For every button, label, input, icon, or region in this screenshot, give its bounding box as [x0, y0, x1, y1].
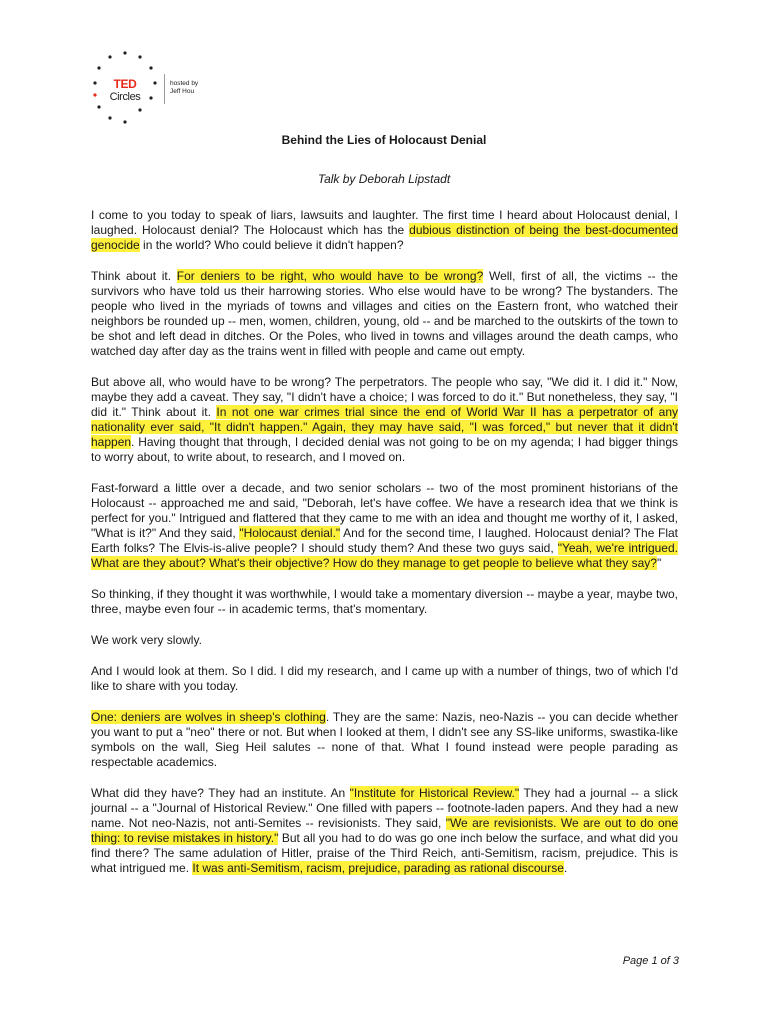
- logo-divider: [164, 74, 165, 104]
- paragraph-text: And I would look at them. So I did. I did my research, and I came up with a number of things, two of which I'd like to share with you today.: [91, 664, 678, 693]
- ted-circles-logo: [90, 50, 240, 130]
- paragraph-text: But above all, who would have to be wrong? The perpetrators. The people who say, "We did it. I did it." Now, maybe they add a caveat. They say, "I didn't have a choice; I was forced to do it." But nonetheless, they say, "I did it." Think about it.: [91, 375, 678, 419]
- highlighted-text: One: deniers are wolves in sheep's clothing: [91, 710, 326, 724]
- highlighted-text: "Yeah, we're intrigued. What are they about? What's their objective? How do they manage to get people to believe what they say?: [91, 541, 678, 570]
- document-subtitle: Talk by Deborah Lipstadt: [317, 172, 451, 186]
- highlighted-text: It was anti-Semitism, racism, prejudice, parading as rational discourse: [192, 861, 564, 875]
- paragraph-text: . They are the same: Nazis, neo-Nazis -- you can decide whether you want to put a "neo" there or not. But when I looked at them, I didn't see any SS-like uniforms, swastika-like symbols on the wall, Sieg Heil salutes -- none of that. What I found instead were people parading as respectable academics.: [91, 710, 678, 769]
- paragraph-text: But all you had to do was go one inch below the surface, and what did you find there? The same adulation of Hitler, praise of the Third Reich, anti-Semitism, racism, prejudice. This is what intrigued me.: [91, 831, 678, 875]
- paragraph-text: .: [563, 861, 568, 875]
- transcript-paragraph: [91, 481, 678, 571]
- transcript-paragraph: [91, 786, 678, 876]
- transcript-paragraph: [91, 710, 678, 770]
- transcript-paragraph: [91, 664, 678, 694]
- paragraph-text: What did they have? They had an institute. An: [91, 786, 350, 800]
- transcript-paragraph: [91, 208, 678, 253]
- paragraph-text: . Having thought that through, I decided denial was not going to be on my agenda; I had bigger things to worry about, to write about, to research, and I moved on.: [91, 435, 678, 464]
- highlighted-text: In not one war crimes trial since the end of World War II has a perpetrator of any nationality ever said, "It didn't happen." Again, they may have said, "I was forced," but never that it didn't happen: [91, 405, 678, 449]
- transcript-paragraph: [91, 633, 678, 648]
- paragraph-text: And for the second time, I laughed. Holocaust denial? The Flat Earth folks? The Elvis-is-alive people? I should study them? And these two guys said,: [91, 526, 679, 555]
- paragraph-text: in the world? Who could believe it didn't happen?: [139, 238, 404, 252]
- paragraph-text: They had a journal -- a slick journal -- a "Journal of Historical Review." One filled with papers -- footnote-laden papers. And they had a new name. Not neo-Nazis, not anti-Semites -- revisionists. They said,: [91, 786, 678, 830]
- highlighted-text: For deniers to be right, who would have to be wrong?: [176, 269, 484, 283]
- document-title: Behind the Lies of Holocaust Denial: [281, 133, 487, 147]
- transcript-paragraph: [91, 375, 678, 465]
- hosted-by-text: hosted by: [170, 80, 199, 87]
- highlighted-text: dubious distinction of being the best-documented genocide: [91, 223, 678, 252]
- highlighted-text: "We are revisionists. We are out to do one thing: to revise mistakes in history.": [91, 816, 678, 845]
- paragraph-text: So thinking, if they thought it was worthwhile, I would take a momentary diversion -- maybe a year, maybe two, three, maybe even four -- in academic terms, that's momentary.: [91, 587, 678, 616]
- transcript-paragraph: [91, 269, 678, 359]
- paragraph-text: Fast-forward a little over a decade, and two senior scholars -- two of the most prominent historians of the Holocaust -- approached me and said, "Deborah, let's have coffee. We have a research idea that we think is perfect for you." Intrigued and flattered that they came to me with an idea and thought me worthy of it, I asked, "What is it?" And they said,: [91, 481, 678, 540]
- paragraph-text: Think about it.: [91, 269, 177, 283]
- hosted-by-label: [170, 80, 198, 96]
- highlighted-text: "Holocaust denial.": [239, 526, 341, 540]
- paragraph-text: We work very slowly.: [91, 633, 202, 647]
- ted-wordmark: TED: [113, 77, 137, 91]
- transcript-body: [91, 208, 678, 892]
- transcript-paragraph: [91, 587, 678, 617]
- page-number: Page 1 of 3: [622, 955, 679, 967]
- circles-wordmark: Circles: [109, 91, 141, 103]
- highlighted-text: "Institute for Historical Review.": [349, 786, 520, 800]
- paragraph-text: Well, first of all, the victims -- the survivors who have told us their harrowing stories. Who else would have to be wrong? The bystanders. The people who lived in the myriads of towns and villages and cities on the Eastern front, who watched their neighbors be rounded up -- men, women, children, young, old -- and be marched to the outskirts of the town to be shot and left dead in ditches. Or the Poles, who lived in towns and villages around the death camps, who watched day after day as the trains went in filled with people and came out empty.: [91, 269, 678, 358]
- host-name: Jeff Hou: [170, 88, 195, 95]
- paragraph-text: ": [656, 556, 662, 570]
- paragraph-text: I come to you today to speak of liars, lawsuits and laughter. The first time I heard about Holocaust denial, I laughed. Holocaust denial? The Holocaust which has the: [91, 208, 678, 237]
